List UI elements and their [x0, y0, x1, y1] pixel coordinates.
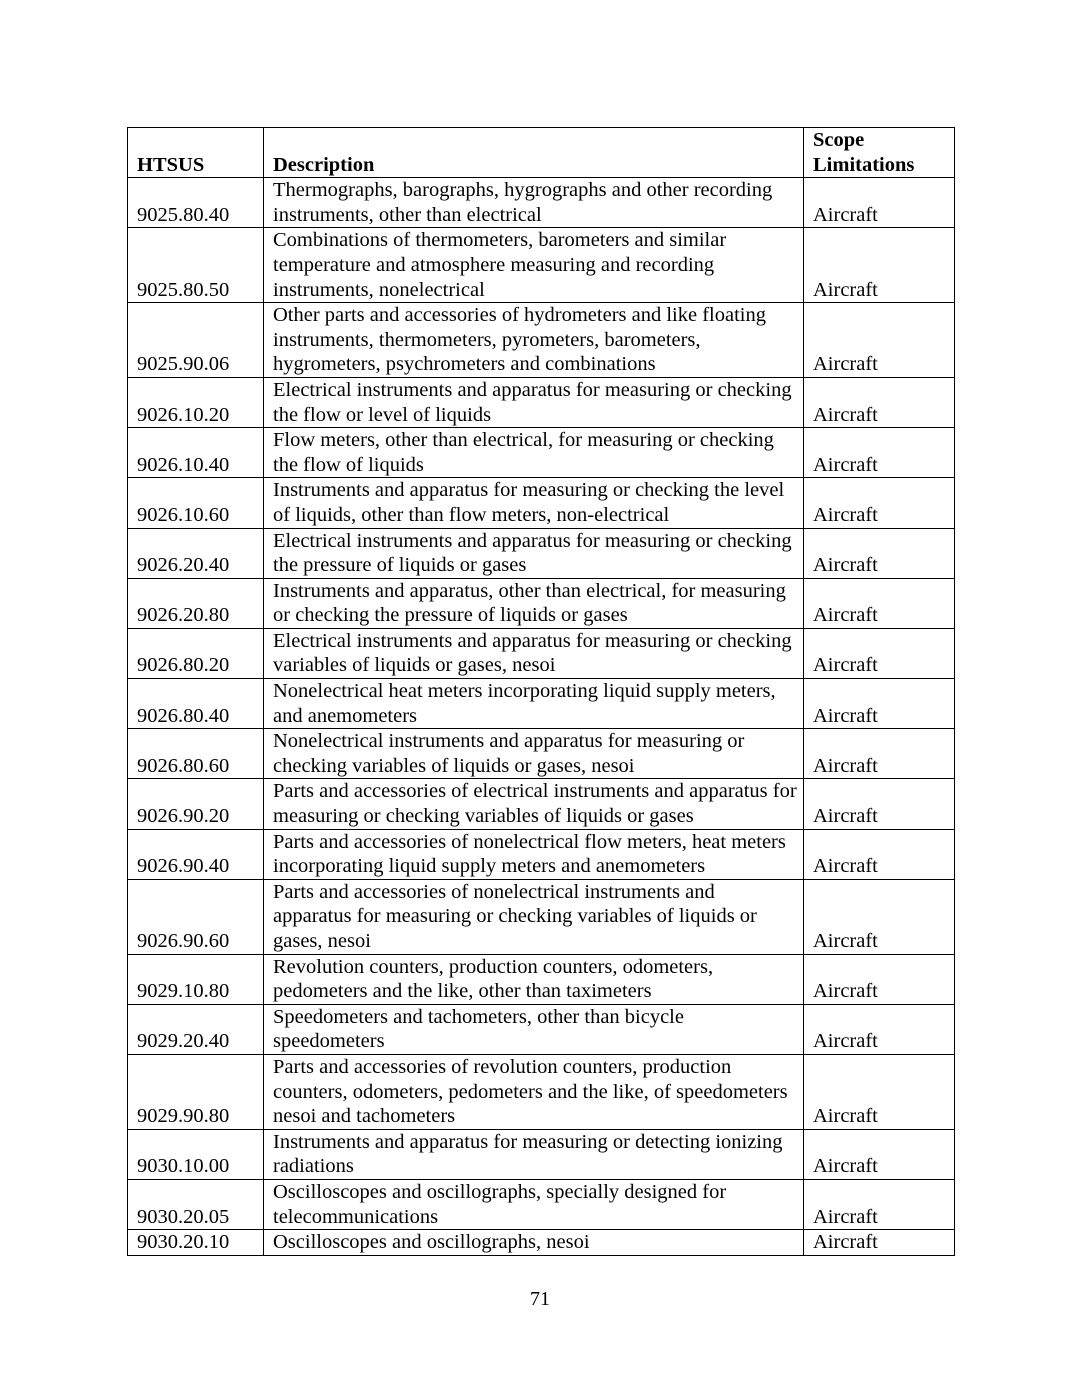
- cell-htsus: 9026.80.60: [128, 729, 264, 779]
- cell-description: Revolution counters, production counters, odometers, pedometers and the like, other than taximeters: [264, 954, 804, 1004]
- cell-scope-limitations: Aircraft: [804, 628, 955, 678]
- cell-description: Electrical instruments and apparatus for measuring or checking the pressure of liquids or gases: [264, 528, 804, 578]
- cell-description: Parts and accessories of electrical instruments and apparatus for measuring or checking variables of liquids or gases: [264, 779, 804, 829]
- cell-scope-limitations: Aircraft: [804, 1054, 955, 1129]
- cell-description: Thermographs, barographs, hygrographs and other recording instruments, other than electrical: [264, 178, 804, 228]
- cell-scope-limitations: Aircraft: [804, 679, 955, 729]
- cell-scope-limitations: Aircraft: [804, 829, 955, 879]
- cell-scope-limitations: Aircraft: [804, 578, 955, 628]
- cell-htsus: 9026.90.60: [128, 879, 264, 954]
- cell-htsus: 9026.20.40: [128, 528, 264, 578]
- table-row: [128, 478, 955, 528]
- table-row: [128, 1179, 955, 1229]
- cell-description: Oscilloscopes and oscillographs, specially designed for telecommunications: [264, 1179, 804, 1229]
- cell-description: Other parts and accessories of hydrometers and like floating instruments, thermometers, pyrometers, barometers, hygrometers, psychrometers and combinations: [264, 303, 804, 378]
- cell-htsus: 9026.80.20: [128, 628, 264, 678]
- cell-description: Instruments and apparatus, other than electrical, for measuring or checking the pressure of liquids or gases: [264, 578, 804, 628]
- table-row: [128, 178, 955, 228]
- table-row: [128, 829, 955, 879]
- cell-htsus: 9026.10.20: [128, 377, 264, 427]
- page-number: 71: [530, 1288, 550, 1310]
- cell-scope-limitations: Aircraft: [804, 1004, 955, 1054]
- table-row: [128, 1230, 955, 1256]
- table-body: [128, 178, 955, 1256]
- table-row: [128, 303, 955, 378]
- table-row: [128, 779, 955, 829]
- header-scope-limitations: Scope Limitations: [804, 128, 955, 178]
- cell-scope-limitations: Aircraft: [804, 303, 955, 378]
- cell-htsus: 9030.20.05: [128, 1179, 264, 1229]
- table-row: [128, 729, 955, 779]
- cell-scope-limitations: Aircraft: [804, 228, 955, 303]
- cell-htsus: 9029.90.80: [128, 1054, 264, 1129]
- table-row: [128, 1129, 955, 1179]
- cell-description: Oscilloscopes and oscillographs, nesoi: [264, 1230, 804, 1256]
- table-row: [128, 879, 955, 954]
- cell-htsus: 9029.20.40: [128, 1004, 264, 1054]
- cell-htsus: 9026.10.40: [128, 428, 264, 478]
- cell-description: Flow meters, other than electrical, for measuring or checking the flow of liquids: [264, 428, 804, 478]
- header-htsus: HTSUS: [128, 128, 264, 178]
- cell-htsus: 9026.20.80: [128, 578, 264, 628]
- cell-htsus: 9029.10.80: [128, 954, 264, 1004]
- cell-description: Parts and accessories of revolution counters, production counters, odometers, pedometers and the like, of speedometers nesoi and tachometers: [264, 1054, 804, 1129]
- cell-htsus: 9025.80.40: [128, 178, 264, 228]
- cell-htsus: 9026.80.40: [128, 679, 264, 729]
- table-header-row: [128, 128, 955, 178]
- cell-scope-limitations: Aircraft: [804, 1230, 955, 1256]
- cell-description: Electrical instruments and apparatus for measuring or checking the flow or level of liquids: [264, 377, 804, 427]
- cell-description: Parts and accessories of nonelectrical instruments and apparatus for measuring or checking variables of liquids or gases, nesoi: [264, 879, 804, 954]
- table-row: [128, 628, 955, 678]
- cell-description: Instruments and apparatus for measuring or checking the level of liquids, other than flow meters, non-electrical: [264, 478, 804, 528]
- cell-scope-limitations: Aircraft: [804, 954, 955, 1004]
- cell-scope-limitations: Aircraft: [804, 178, 955, 228]
- cell-scope-limitations: Aircraft: [804, 428, 955, 478]
- table-row: [128, 1054, 955, 1129]
- table-row: [128, 954, 955, 1004]
- table-row: [128, 228, 955, 303]
- header-description: Description: [264, 128, 804, 178]
- cell-scope-limitations: Aircraft: [804, 1129, 955, 1179]
- cell-htsus: 9026.90.40: [128, 829, 264, 879]
- cell-htsus: 9025.90.06: [128, 303, 264, 378]
- cell-htsus: 9030.20.10: [128, 1230, 264, 1256]
- cell-scope-limitations: Aircraft: [804, 377, 955, 427]
- table-row: [128, 428, 955, 478]
- cell-htsus: 9026.10.60: [128, 478, 264, 528]
- cell-htsus: 9030.10.00: [128, 1129, 264, 1179]
- cell-scope-limitations: Aircraft: [804, 1179, 955, 1229]
- cell-scope-limitations: Aircraft: [804, 729, 955, 779]
- cell-description: Nonelectrical instruments and apparatus for measuring or checking variables of liquids or gases, nesoi: [264, 729, 804, 779]
- cell-scope-limitations: Aircraft: [804, 478, 955, 528]
- cell-description: Nonelectrical heat meters incorporating liquid supply meters, and anemometers: [264, 679, 804, 729]
- cell-description: Instruments and apparatus for measuring or detecting ionizing radiations: [264, 1129, 804, 1179]
- table-row: [128, 528, 955, 578]
- table-row: [128, 679, 955, 729]
- cell-scope-limitations: Aircraft: [804, 528, 955, 578]
- table-row: [128, 1004, 955, 1054]
- cell-htsus: 9025.80.50: [128, 228, 264, 303]
- cell-description: Speedometers and tachometers, other than bicycle speedometers: [264, 1004, 804, 1054]
- cell-description: Combinations of thermometers, barometers and similar temperature and atmosphere measuring and recording instruments, nonelectrical: [264, 228, 804, 303]
- table-row: [128, 578, 955, 628]
- cell-scope-limitations: Aircraft: [804, 779, 955, 829]
- htsus-table: [127, 127, 955, 1256]
- cell-description: Parts and accessories of nonelectrical flow meters, heat meters incorporating liquid supply meters and anemometers: [264, 829, 804, 879]
- cell-htsus: 9026.90.20: [128, 779, 264, 829]
- cell-description: Electrical instruments and apparatus for measuring or checking variables of liquids or gases, nesoi: [264, 628, 804, 678]
- cell-scope-limitations: Aircraft: [804, 879, 955, 954]
- table-row: [128, 377, 955, 427]
